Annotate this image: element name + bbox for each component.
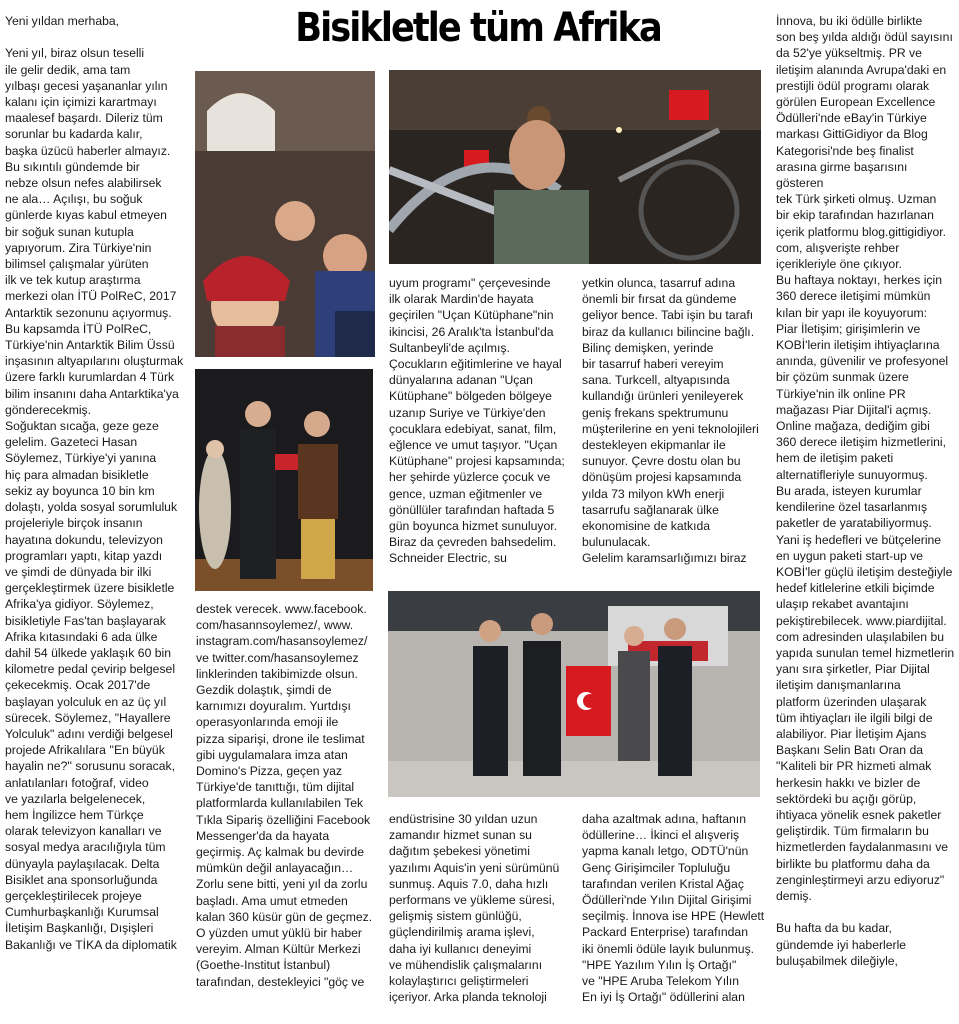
- photo-award-ceremony: [195, 369, 373, 591]
- photo-cyclist-bicycle: [389, 70, 761, 264]
- column-intro: [5, 13, 195, 953]
- column-6: [582, 811, 772, 1005]
- column-2: [196, 601, 386, 990]
- column-3: [389, 275, 579, 567]
- photo-airport-group: [388, 591, 760, 797]
- headline: Bisikletle tüm Afrika: [295, 5, 661, 51]
- column-5-text: endüstrisine 30 yıldan uzun zamandır hizmet sunan su dağıtım şebekesi yönetimi yazılımı Aquis'in yeni sürümünü sunmuş. Aquis 7.0, daha hızlı performans ve yükleme süresi, gelişmiş sistem günlüğü, güçlendirilmiş arama işlevi, daha iyi kullanıcı deneyimi ve mühendislik çalışmalarını kolaylaştırıcı geliştirmeleri içeriyor. Arka planda teknoloji: [389, 812, 560, 1005]
- column-3-text: uyum programı" çerçevesinde ilk olarak Mardin'de hayata geçirilen "Uçan Kütüphane"nin ikincisi, 26 Aralık'ta İstanbul'da Sultanbeyli'de açılmış. Çocukların eğitimlerine ve hayal dünyalarına adanan "Uçan Kütüphane" bölgeden bölgeye uzanıp Suriye ve Türkiye'den çocuklara edebiyat, sanat, film, eğlence ve umut taşıyor. "Uçan Kütüphane" projesi kapsamında; her şehirde yüzlerce çocuk ve gence, uzman eğitmenler ve gönüllüler tarafından haftada 5 gün boyunca hizmet sunuluyor. Biraz da çevreden bahsedelim. Schneider Electric, su: [389, 276, 565, 566]
- column-intro-text: Yeni yıldan merhaba, Yeni yıl, biraz olsun teselli ile gelir dedik, ama tam yılbaşı gecesi yaşananlar yılın kalanı için içimizi karartmayı maalesef başardı. Dileriz tüm sorunlar bu kadarda kalır, başka üzücü haberler almayız. Bu sıkıntılı gündemde bir nebze olsun nefes alabilirsek ne ala… Açılışı, bu soğuk günlerde kıyas kabul etmeyen bir soğuk sunan kutupla yapıyorum. Zira Türkiye'nin bilimsel çalışmalar yürüten ilk ve tek kutup araştırma merkezi olan İTÜ PolReC, 2017 Antarktik sezonunu açıyormuş. Bu kapsamda İTÜ PolReC, Türkiye'nin Antarktik Bilim Üssü inşasının altyapılarını oluşturmak üzere farklı kurumlardan 4 Türk bilim insanını daha Antarktika'ya gönderecekmiş. Soğuktan sıcağa, geze geze gelelim. Gazeteci Hasan Söylemez, Türkiye'yi yanına hiç para almadan bisikletle sekiz ay boyunca 10 bin km dolaştı, yolda sosyal sorumluluk projeleriyle birçok insanın hayatına dokundu, televizyon programları yaptı, kitap yazdı ve şimdi de dünyada bir ilki gerçekleştirmek üzere bisikletle Afrika'ya gidiyor. Söylemez, bisikletiyle Fas'tan başlayarak Afrika kıtasındaki 6 ada ülke dahil 54 ülkede yaklaşık 60 bin kilometre pedal çevirip belgesel çekecekmiş. Ocak 2017'de başlayan yolculuk en az üç yıl sürecek. Söylemez, "Hayallere Yolculuk" adını verdiği belgesel projede Afrikalılara ''En büyük hayalin ne?'' sorusunu soracak, anlatılanları fotoğraf, video ve yazılarla belgelenecek, hem İngilizce hem Türkçe olarak televizyon kanalları ve sosyal medya aracılığıyla tüm dünyayla paylaşılacak. Delta Bisiklet ana sponsorluğunda gerçekleştirilecek projeye Cumhurbaşkanlığı Kurumsal İletişim Başkanlığı, Dışişleri Bakanlığı ve TİKA da diplomatik: [5, 14, 184, 952]
- column-7-text: İnnova, bu iki ödülle birlikte son beş yılda aldığı ödül sayısını da 52'ye yükseltmiş. PR ve iletişim alanında Avrupa'daki en prestijli ödül programı olarak görülen European Excellence Ödülleri'nde eBay'in Türkiye markası GittiGidiyor da Blog Kategorisi'nde beş finalist arasına girme başarısını gösteren tek Türk şirketi olmuş. Uzman bir ekip tarafından hazırlanan içerik platformu blog.gittigidiyor. com, alışverişte rehber içerikleriyle öne çıkıyor. Bu haftaya noktayı, herkes için 360 derece iletişimi mümkün kılan bir yapı ile koyuyorum: Piar İletişim; girişimlerin ve KOBİ'lerin iletişim ihtiyaçlarına anında, güvenilir ve profesyonel bir çözüm sunmak üzere Türkiye'nin ilk online PR mağazası Piar Dijital'i açmış. Online mağaza, dediğim gibi 360 derece iletişim hizmetlerini, hem de iletişim paketi alternatifleriyle sunuyormuş. Bu arada, isteyen kurumlar kendilerine özel tasarlanmış paketler de yaratabiliyormuş. Yani iş hedefleri ve bütçelerine en uygun paketi start-up ve KOBİ'ler güçlü iletişim desteğiyle hedef kitlelerine etkili biçimde ulaşıp rekabet avantajını pekiştirebilecek. www.piardijital. com adresinden ulaşılabilen bu yapıda sunulan temel hizmetlerin yanı sıra şirketler, Piar Dijital iletişim danışmanlarına platform üzerinden ulaşarak tüm ihtiyaçları ile ilgili bilgi de alabiliyor. Piar İletişim Ajans Başkanı Selin Batı Oran da "Kaliteli bir PR hizmeti almak herkesin hakkı ve bizler de sektördeki bu açığı görüp, ihtiyaca yönelik esnek paketler geliştirdik. Tüm firmaların bu hizmetlerden faydalanmasını ve birlikte bu platformu daha da zenginleştirmeyi arzu ediyoruz" demiş. Bu hafta da bu kadar, gündemde iyi haberlerle buluşabilmek dileğiyle,: [776, 14, 955, 968]
- column-7: [776, 13, 956, 969]
- column-2-text: destek verecek. www.facebook. com/hasannsoylemez/, www. instagram.com/hasansoylemez/ ve twitter.com/hasansoylemez linklerinden takibimizde olsun. Gezdik dolaştık, şimdi de karnımızı doyuralım. Yurtdışı operasyonlarında emoji ile pizza siparişi, drone ile teslimat gibi uygulamalara imza atan Domino's Pizza, geçen yaz Türkiye'de tanıttığı, tüm dijital platformlarda kullanılabilen Tek Tıkla Sipariş özelliğini Facebook Messenger'da da hayata geçirmiş. Aç kalmak bu devirde mümkün değil anlayacağın… Zorlu sene bitti, yeni yıl da zorlu başladı. Ama umut etmeden kalan 360 küsür gün de geçmez. O yüzden umut yüklü bir haber vereyim. Alman Kültür Merkezi (Goethe-Institut İstanbul) tarafından, destekleyici "göç ve: [196, 602, 373, 989]
- column-4: [582, 275, 772, 567]
- column-4-text: yetkin olunca, tasarruf adına önemli bir fırsat da gündeme geliyor bence. Tabi işin bu tarafı biraz da kullanıcı bilincine bağlı. Bilinç demişken, yerinde bir tasarruf haberi vereyim sana. Turkcell, altyapısında kullandığı ürünleri yenileyerek geniş frekans spektrumunu müşterilerine en yeni teknolojileri destekleyen ekipmanlar ile sunuyor. Çevre dostu olan bu dönüşüm projesi kapsamında yılda 73 milyon kWh enerji tasarrufu sağlanarak ülke ekonomisine de katkıda bulunulacak. Gelelim karamsarlığımızı biraz: [582, 276, 759, 566]
- photo-children: [195, 71, 375, 357]
- column-5: [389, 811, 579, 1005]
- column-6-text: daha azaltmak adına, haftanın ödüllerine… İkinci el alışveriş yapma kanalı letgo, ODTÜ'nün Genç Girişimciler Topluluğu tarafından verilen Kristal Ağaç Ödülleri'nde Yılın Dijital Girişimi seçilmiş. İnnova ise HPE (Hewlett Packard Enterprise) tarafından iki önemli ödüle layık bulunmuş. "HPE Yazılım Yılın İş Ortağı" ve "HPE Aruba Telekom Yılın En iyi İş Ortağı" ödüllerini alan: [582, 812, 765, 1005]
